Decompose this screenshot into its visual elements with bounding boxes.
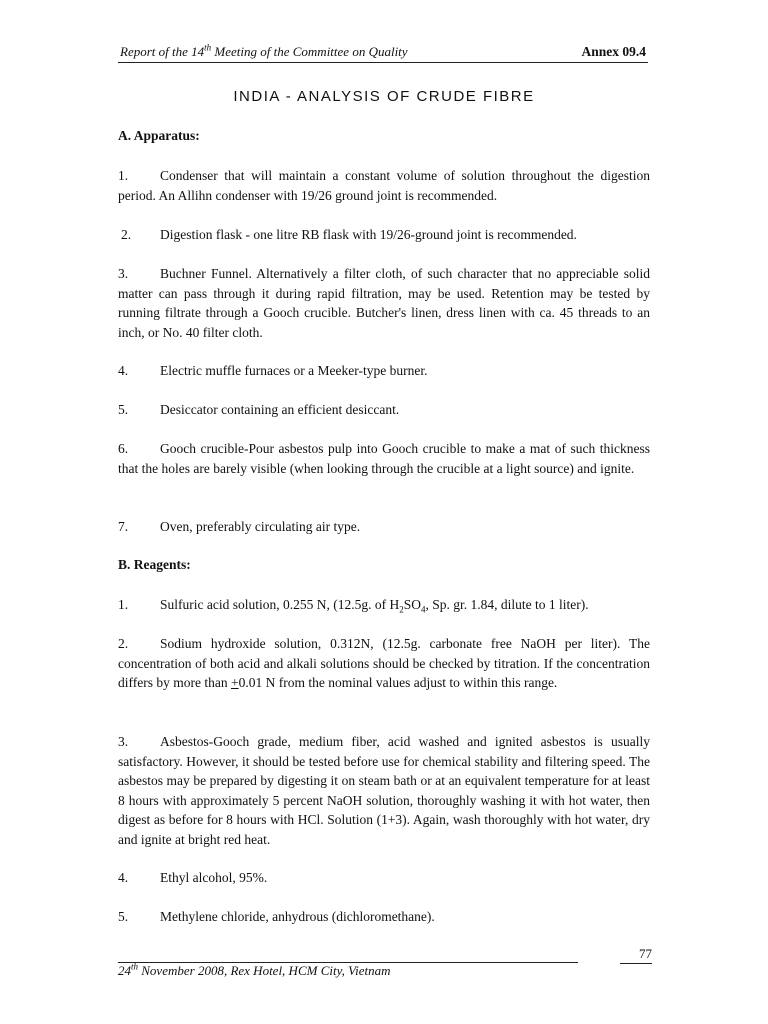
page-title: INDIA - ANALYSIS OF CRUDE FIBRE <box>233 88 535 105</box>
apparatus-item-1: 1. Condenser that will maintain a constant volume of solution throughout the digestion period. An Allihn condenser with 19/26 ground joint is recommended. <box>118 168 650 203</box>
reagent-item-4: 4. Ethyl alcohol, 95%. <box>118 870 268 885</box>
page-number-rule <box>620 963 652 964</box>
page-header <box>118 44 648 64</box>
reagent-item-5: 5. Methylene chloride, anhydrous (dichloromethane). <box>118 909 435 924</box>
apparatus-item-3: 3. Buchner Funnel. Alternatively a filter cloth, of such character that no appreciable solid matter can pass through it during rapid filtration, may be used. Retention may be tested by running filtrate through a Gooch crucible. Butcher's linen, dress linen with ca. 45 threads to an inch, or No. 40 filter cloth. <box>118 266 650 340</box>
apparatus-item-5: 5. Desiccator containing an efficient desiccant. <box>118 402 400 417</box>
reagent-item-2: 2. Sodium hydroxide solution, 0.312N, (12.5g. carbonate free NaOH per liter). The concentration of both acid and alkali solutions should be checked by titration. If the concentration differs by more than +0.01 N from the nominal values adjust to within this range. <box>118 636 650 691</box>
apparatus-item-2: 2. Digestion flask - one litre RB flask with 19/26-ground joint is recommended. <box>121 227 577 242</box>
apparatus-item-6: 6. Gooch crucible-Pour asbestos pulp into Gooch crucible to make a mat of such thickness that the holes are barely visible (when looking through the crucible at a light source) and ignite. <box>118 441 650 476</box>
report-title: Report of the 14th Meeting of the Committee on Quality <box>120 42 408 59</box>
section-apparatus-heading: A. Apparatus: <box>118 128 200 143</box>
apparatus-item-7: 7. Oven, preferably circulating air type. <box>118 519 361 534</box>
reagent-item-1: 1. Sulfuric acid solution, 0.255 N, (12.5g. of $H_2SO_4$, Sp. gr. 1.84, dilute to 1 liter). <box>118 597 589 615</box>
apparatus-item-4: 4. Electric muffle furnaces or a Meeker-type burner. <box>118 363 428 378</box>
page-number: 77 <box>639 946 652 961</box>
annex-label: Annex 09.4 <box>581 44 646 59</box>
page-footer: 24th November 2008, Rex Hotel, HCM City, Vietnam <box>118 961 391 978</box>
section-reagents-heading: B. Reagents: <box>118 557 191 572</box>
header-rule <box>118 62 648 63</box>
reagent-item-3: 3. Asbestos-Gooch grade, medium fiber, acid washed and ignited asbestos is usually satisfactory. However, it should be tested before use for chemical stability and filtering speed. The asbestos may be prepared by digesting it on steam bath or at an equivalent temperature for at least 8 hours with approximately 5 percent NaOH solution, thoroughly washing it with hot water, then digest as before for 8 hours with HCl. Solution (1+3). Again, wash thoroughly with hot water, dry and ignite at bright red heat. <box>118 734 650 847</box>
